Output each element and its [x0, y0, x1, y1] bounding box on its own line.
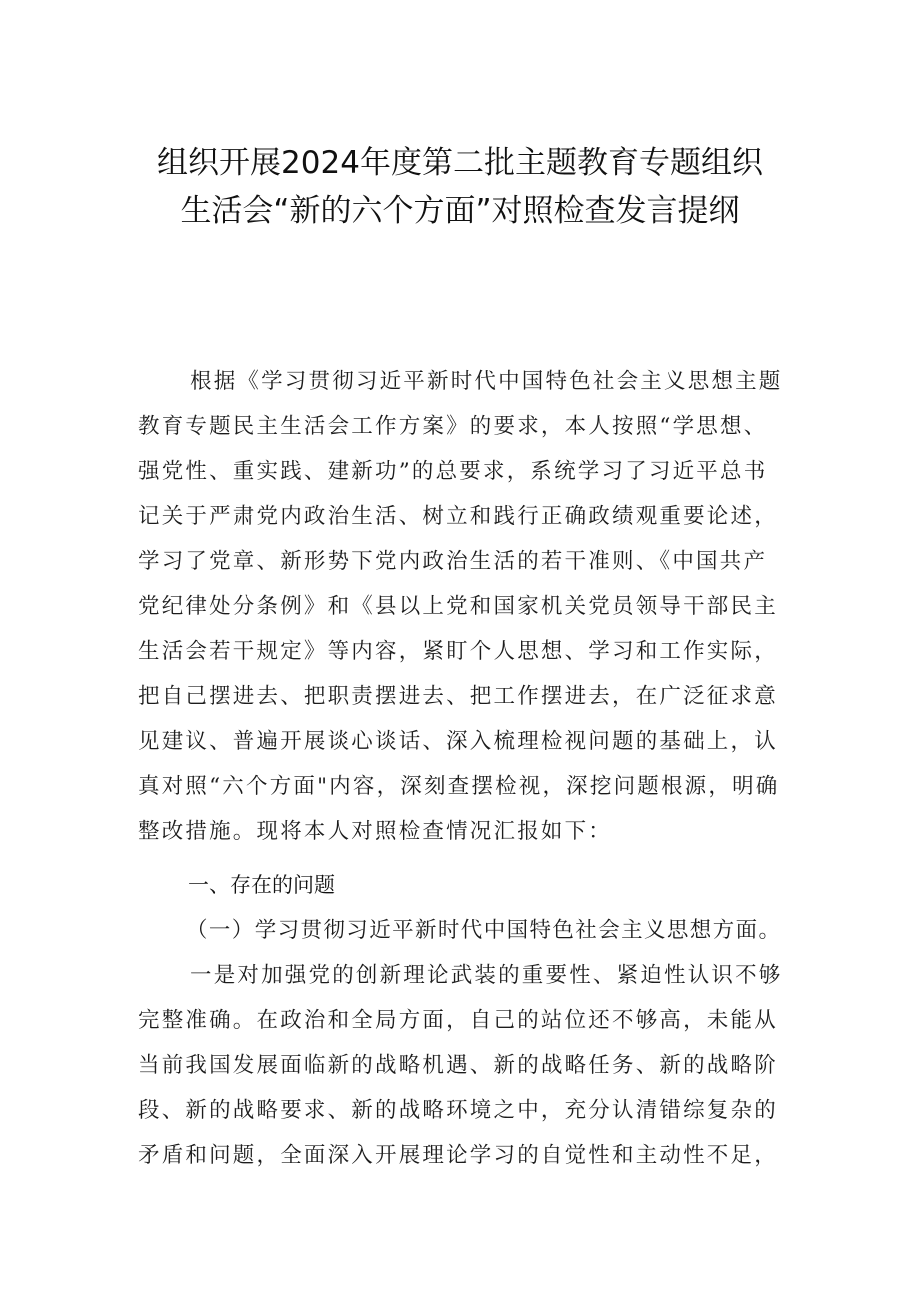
- paragraph-line: 见建议、普遍开展谈心谈话、深入梳理检视问题的基础上，认: [138, 729, 778, 754]
- paragraph-line: 真对照“六个方面"内容，深刻查摆检视，深挖问题根源，明确: [138, 774, 780, 799]
- paragraph-line: 整改措施。现将本人对照检查情况汇报如下：: [138, 819, 613, 844]
- subsection-heading: （一）学习贯彻习近平新时代中国特色社会主义思想方面。: [186, 918, 782, 943]
- paragraph-line: 段、新的战略要求、新的战略环境之中，充分认清错综复杂的: [138, 1098, 778, 1123]
- document-title-line-2: 生活会“新的六个方面”对照检查发言提纲: [180, 193, 740, 229]
- paragraph-line: 强党性、重实践、建新功”的总要求，系统学习了习近平总书: [138, 459, 768, 484]
- paragraph-line: 一是对加强党的创新理论武装的重要性、紧迫性认识不够: [190, 963, 783, 988]
- paragraph-line: 生活会若干规定》等内容，紧盯个人思想、学习和工作实际，: [138, 639, 778, 664]
- paragraph-line: 党纪律处分条例》和《县以上党和国家机关党员领导干部民主: [138, 594, 778, 619]
- paragraph-line: 把自己摆进去、把职责摆进去、把工作摆进去，在广泛征求意: [138, 684, 778, 709]
- paragraph-line: 完整准确。在政治和全局方面，自己的站位还不够高，未能从: [138, 1008, 778, 1033]
- section-heading: 一、存在的问题: [188, 873, 335, 897]
- paragraph-line: 教育专题民主生活会工作方案》的要求，本人按照“学思想、: [138, 414, 768, 439]
- paragraph-line: 记关于严肃党内政治生活、树立和践行正确政绩观重要论述，: [138, 504, 778, 529]
- paragraph-line: 学习了党章、新形势下党内政治生活的若干准则、《中国共产: [138, 549, 768, 574]
- document-title-line-1: 组织开展2024年度第二批主题教育专题组织: [157, 145, 763, 181]
- paragraph-line: 矛盾和问题，全面深入开展理论学习的自觉性和主动性不足，: [138, 1143, 778, 1168]
- paragraph-line: 根据《学习贯彻习近平新时代中国特色社会主义思想主题: [190, 369, 783, 394]
- paragraph-line: 当前我国发展面临新的战略机遇、新的战略任务、新的战略阶: [138, 1053, 778, 1078]
